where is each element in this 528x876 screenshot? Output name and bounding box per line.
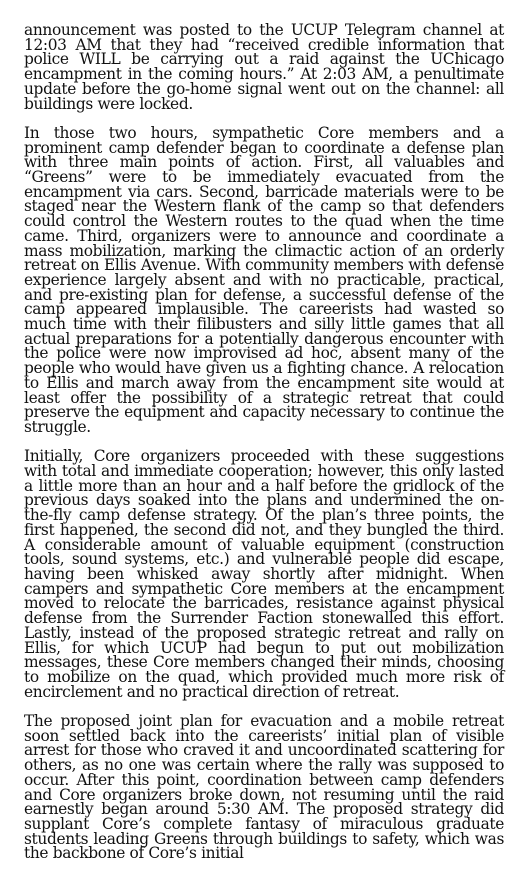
paragraph-joint-plan: The proposed joint plan for evacuation and a mobile retreat soon settled back into the careerists’ initial plan of visible arrest for those who craved it and uncoordinated scattering for others, as no one was certain where the rally was supposed to occur. After this point, coordination between camp defenders and Core organizers broke down, not resuming until the raid earnestly began around 5:30 AM. The proposed strategy did supplant Core’s complete fantasy of miraculous graduate students leading Greens through buildings to safety, which was the backbone of Core’s initial [24, 712, 504, 863]
document-page [24, 23, 504, 876]
paragraph-announcement: announcement was posted to the UCUP Telegram channel at 12:03 AM that they had “received credible information that police WILL be carrying out a raid against the UChicago encampment in the coming hours.” At 2:03 AM, a penultimate update before the go-home signal went out on the channel: all buildings were locked. [24, 21, 504, 113]
paragraph-defense-plan: In those two hours, sympathetic Core members and a prominent camp defender began to coordinate a defense plan with three main points of action. First, all valuables and “Greens” were to be immediately evacuated from the encampment via cars. Second, barricade materials were to be staged near the Western flank of the camp so that defenders could control the Western routes to the quad when the time came. Third, organizers were to announce and coordinate a mass mobilization, marking the climactic action of an orderly retreat on Ellis Avenue. With community members with defense experience largely absent and with no practicable, practical, and pre-existing plan for defense, a successful defense of the camp appeared implausible. The careerists had wasted so much time with their filibusters and silly little games that all actual preparations for a potentially dangerous encounter with the police were now improvised ad hoc, absent many of the people who would have given us a fighting chance. A relocation to Ellis and march away from the encampment site would at least offer the possibility of a strategic retreat that could preserve the equipment and capacity necessary to continue the struggle. [24, 123, 504, 436]
paragraph-core-organizers: Initially, Core organizers proceeded with these suggestions with total and immediate cooperation; however, this only lasted a little more than an hour and a half before the gridlock of the previous days soaked into the plans and undermined the on-the-fly camp defense strategy. Of the plan’s three points, the first happened, the second did not, and they bungled the third. A considerable amount of valuable equipment (construction tools, sound systems, etc.) and vulnerable people did escape, having been whisked away shortly after midnight. When campers and sympathetic Core members at the encampment moved to relocate the barricades, resistance against physical defense from the Surrender Faction stonewalled this effort. Lastly, instead of the proposed strategic retreat and rally on Ellis, for which UCUP had begun to put out mobilization messages, these Core members changed their minds, choosing to mobilize on the quad, which provided much more risk of encirclement and no practical direction of retreat. [24, 447, 504, 701]
